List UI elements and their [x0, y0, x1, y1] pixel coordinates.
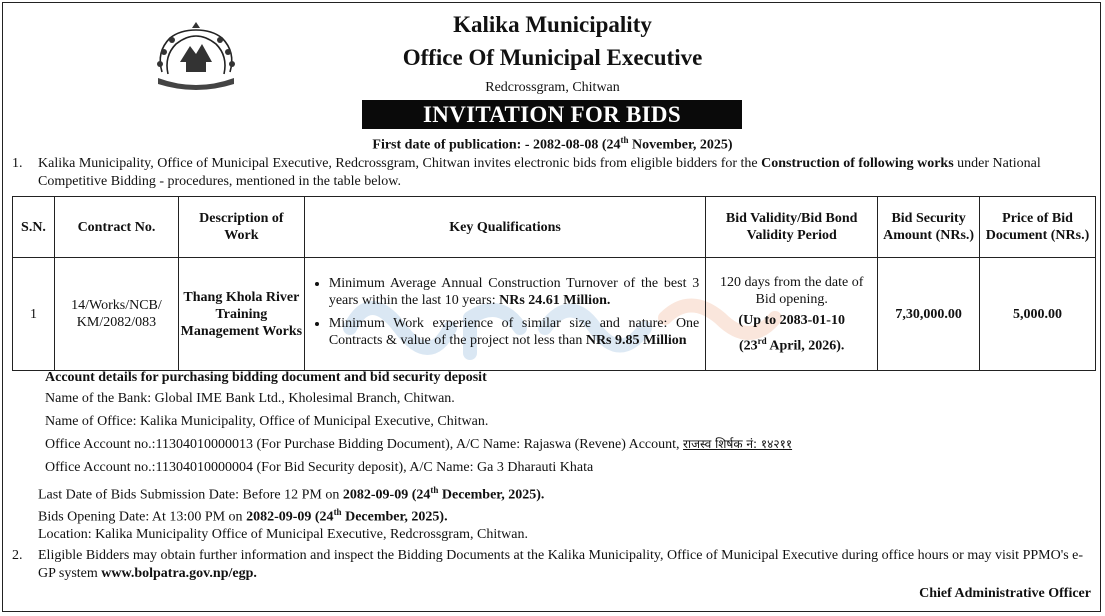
qualification-item: • Minimum Work experience of similar size and nature: One Contracts & value of the project not less than NRs 9.85 Million [329, 315, 699, 349]
submission-deadline: Last Date of Bids Submission Date: Before 12 PM on 2082-09-09 (24th December, 2025). [38, 485, 545, 503]
column-header: Description of Work [178, 197, 304, 258]
paragraph-number: 1. [12, 156, 23, 171]
column-header: Key Qualifications [304, 197, 705, 258]
qualification-item: • Minimum Average Annual Construction Turnover of the best 3 years within the last 10 years: NRs 24.61 Million. [329, 275, 699, 309]
account-line-2: Office Account no.:11304010000004 (For Bid Security deposit), A/C Name: Ga 3 Dharauti Khata [45, 460, 594, 475]
notice-banner: INVITATION FOR BIDS [362, 100, 742, 129]
column-header: S.N. [13, 197, 55, 258]
table-header-row [13, 197, 1096, 258]
account-heading: Account details for purchasing bidding document and bid security deposit [45, 370, 487, 385]
cell-bid-security: 7,30,000.00 [878, 258, 980, 371]
revenue-code: राजस्व शिर्षक नं: १४२११ [683, 437, 793, 451]
paragraph-2: 2. Eligible Bidders may obtain further information and inspect the Bidding Documents at the Kalika Municipality, Office of Municipal Executive during office hours or may visit PPMO's e-GP system www.bolpatra.gov.np/egp. [12, 548, 1084, 581]
paragraph-number: 2. [12, 548, 23, 563]
office-name: Office Of Municipal Executive [402, 45, 703, 70]
cell-validity: 120 days from the date of Bid opening. (Up to 2083-01-10 (23rd April, 2026). [706, 258, 878, 371]
opening-date: Bids Opening Date: At 13:00 PM on 2082-09-09 (24th December, 2025). [38, 507, 448, 525]
bids-table [12, 196, 1096, 371]
egp-link[interactable]: www.bolpatra.gov.np/egp. [101, 566, 257, 581]
column-header: Bid Validity/Bid Bond Validity Period [706, 197, 878, 258]
cell-contract-no: 14/Works/NCB/ KM/2082/083 [54, 258, 178, 371]
office-name-line: Name of Office: Kalika Municipality, Office of Municipal Executive, Chitwan. [45, 414, 489, 429]
publication-date: First date of publication: - 2082-08-08 (24th November, 2025) [372, 135, 733, 153]
location-line: Location: Kalika Municipality Office of Municipal Executive, Redcrossgram, Chitwan. [38, 527, 528, 542]
cell-qualifications [304, 258, 705, 371]
column-header: Bid Security Amount (NRs.) [878, 197, 980, 258]
org-name: Kalika Municipality [453, 12, 652, 37]
cell-description: Thang Khola River Training Management Works [178, 258, 304, 371]
account-line-1: Office Account no.:11304010000013 (For Purchase Bidding Document), A/C Name: Rajaswa (Revene) Account, राजस्व शिर्षक नं: १४२११ [45, 437, 793, 452]
column-header: Price of Bid Document (NRs.) [980, 197, 1096, 258]
office-address: Redcrossgram, Chitwan [485, 80, 620, 95]
column-header: Contract No. [54, 197, 178, 258]
signatory-title: Chief Administrative Officer [919, 586, 1091, 601]
paragraph-1: 1. Kalika Municipality, Office of Municipal Executive, Redcrossgram, Chitwan invites electronic bids from eligible bidders for the Construction of following works under National Competitive Bidding - procedures, mentioned in the table below. [12, 156, 1041, 189]
bank-name: Name of the Bank: Global IME Bank Ltd., Kholesimal Branch, Chitwan. [45, 391, 455, 406]
cell-sn: 1 [13, 258, 55, 371]
table-row [13, 258, 1096, 371]
cell-document-price: 5,000.00 [980, 258, 1096, 371]
